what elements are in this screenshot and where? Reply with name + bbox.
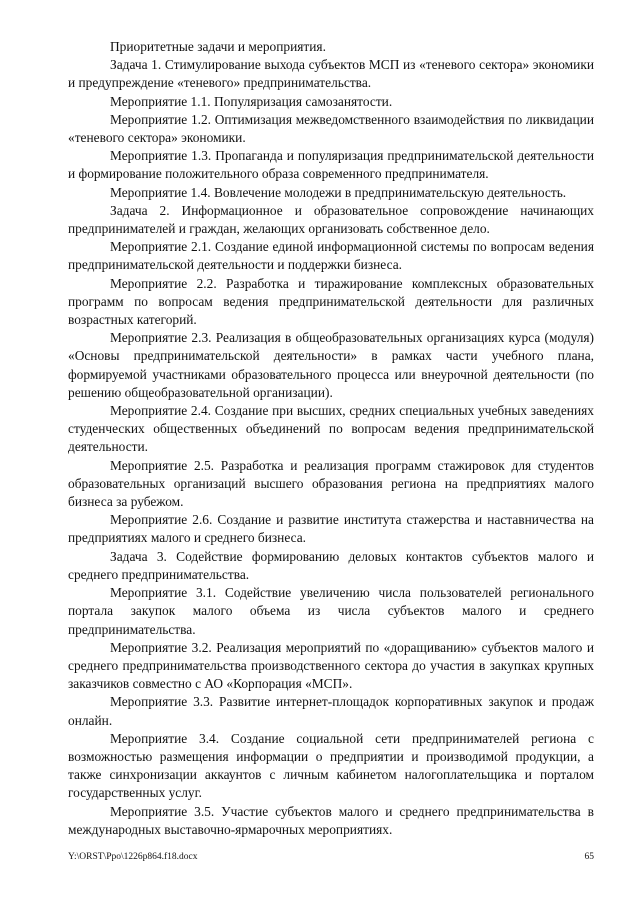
- paragraph-task-2: Задача 2. Информационное и образовательное сопровождение начинающих предпринимателей и граждан, желающих организовать собственное дело.: [68, 202, 594, 237]
- paragraph-measure-1-1: Мероприятие 1.1. Популяризация самозанятости.: [110, 93, 393, 109]
- page-number: 65: [584, 852, 594, 862]
- document-body: [68, 38, 594, 839]
- paragraph-measure-2-2: Мероприятие 2.2. Разработка и тиражирование комплексных образовательных программ по вопросам ведения предпринимательской деятельности для различных возрастных категорий.: [68, 275, 594, 328]
- footer-file-path: Y:\ORST\Ppo\1226p864.f18.docx: [68, 852, 198, 862]
- paragraph-measure-3-1: Мероприятие 3.1. Содействие увеличению числа пользователей регионального портала закупок малого объема из числа субъектов малого и среднего предпринимательства.: [68, 585, 594, 637]
- paragraph-measure-1-2: Мероприятие 1.2. Оптимизация межведомственного взаимодействия по ликвидации «теневого сектора» экономики.: [68, 111, 594, 146]
- paragraph-measure-2-4: Мероприятие 2.4. Создание при высших, средних специальных учебных заведениях студенческих общественных объединений по вопросам ведения предпринимательской деятельности.: [68, 403, 594, 455]
- paragraph-heading: Приоритетные задачи и мероприятия.: [110, 39, 326, 54]
- paragraph-measure-2-6: Мероприятие 2.6. Создание и развитие института стажерства и наставничества на предприятиях малого и среднего бизнеса.: [68, 512, 594, 546]
- paragraph-task-3: Задача 3. Содействие формированию деловых контактов субъектов малого и среднего предпринимательства.: [68, 548, 594, 582]
- paragraph-measure-3-2: Мероприятие 3.2. Реализация мероприятий по «доращиванию» субъектов малого и среднего предпринимательства производственного сектора до участия в закупках крупных заказчиков совместно с АО «Корпорация «МСП».: [68, 639, 594, 692]
- paragraph-measure-3-3: Мероприятие 3.3. Развитие интернет-площадок корпоративных закупок и продаж онлайн.: [68, 694, 594, 728]
- paragraph-measure-1-3: Мероприятие 1.3. Пропаганда и популяризация предпринимательской деятельности и формирование положительного образа современного предпринимателя.: [68, 148, 594, 182]
- page-footer: [68, 852, 594, 862]
- paragraph-measure-2-3: Мероприятие 2.3. Реализация в общеобразовательных организациях курса (модуля) «Основы предпринимательской деятельности» в рамках части учебного плана, формируемой участниками образовательного процесса или внеурочной деятельности (по решению общеобразовательной организации).: [68, 330, 594, 400]
- paragraph-task-1: Задача 1. Стимулирование выхода субъектов МСП из «теневого сектора» экономики и предупреждение «теневого» предпринимательства.: [68, 57, 594, 91]
- paragraph-measure-3-4: Мероприятие 3.4. Создание социальной сети предпринимателей региона с возможностью размещения информации о предприятии и производимой продукции, а также синхронизации аккаунтов с личным кабинетом налогоплательщика и порталом государственных услуг.: [68, 730, 594, 801]
- paragraph-measure-3-5: Мероприятие 3.5. Участие субъектов малого и среднего предпринимательства в международных выставочно-ярмарочных мероприятиях.: [68, 803, 594, 837]
- paragraph-measure-1-4: Мероприятие 1.4. Вовлечение молодежи в предпринимательскую деятельность.: [110, 184, 567, 200]
- paragraph-measure-2-5: Мероприятие 2.5. Разработка и реализация программ стажировок для студентов образовательных организаций высшего образования региона на предприятиях малого бизнеса за рубежом.: [68, 457, 594, 510]
- paragraph-measure-2-1: Мероприятие 2.1. Создание единой информационной системы по вопросам ведения предпринимательской деятельности и поддержки бизнеса.: [68, 239, 594, 273]
